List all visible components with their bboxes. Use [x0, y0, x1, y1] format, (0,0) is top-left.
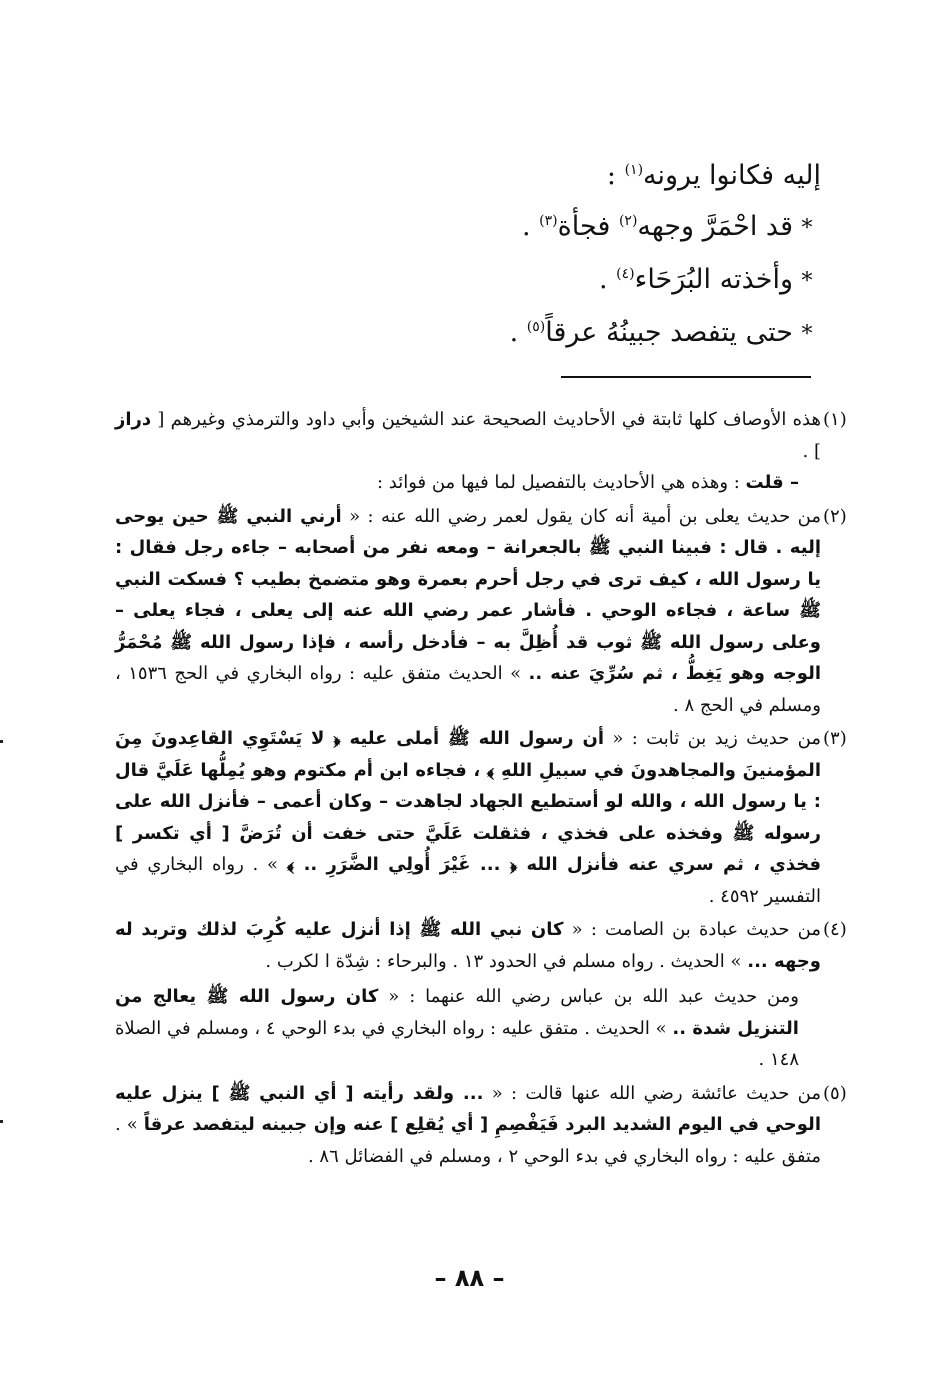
main-bullet-3-tail: .	[509, 317, 527, 348]
footnote-1-end: ] .	[802, 440, 821, 462]
main-bullet-1-tail: .	[522, 211, 540, 242]
footnote-3-number: (٣)	[823, 728, 847, 749]
footnote-ref-1[interactable]: (١)	[624, 162, 644, 178]
footnote-separator	[561, 376, 811, 378]
footnote-5	[115, 1078, 847, 1173]
footnote-ref-5[interactable]: (٥)	[526, 319, 546, 335]
footnote-3	[115, 723, 847, 912]
footnote-4-second-hadith	[115, 981, 821, 1076]
footnote-3-hadith: أن رسول الله ﷺ أملى عليه ﴿ لا يَسْتَوِي القاعِدونَ مِنَ المؤمنينَ والمجاهدونَ في سبيلِ اللهِ ﴾ ، فجاءه ابن أم مكتوم وهو يُمِلُّها عَلَيَّ قال : يا رسول الله ، والله لو أستطيع الجهاد لجاهدت – وكان أعمى – فأنزل الله على رسوله ﷺ وفخذه على فخذي ، فثقلت عَلَيَّ حتى خفت أن تُرَضَّ [ أي تكسر ] فخذي ، ثم سري عنه فأنزل الله ﴿ ... غَيْرَ أُولِي الضَّرَرِ .. ﴾	[115, 728, 822, 875]
main-bullet-1	[301, 201, 821, 254]
footnote-1-bold: دراز	[115, 409, 152, 430]
main-bullet-3-text: حتى يتفصد جبينُهُ عرقاً	[545, 317, 793, 348]
footnote-4-second-hadith-text: كان رسول الله ﷺ يعالج من التنزيل شدة ..	[115, 986, 799, 1039]
main-bullet-3	[301, 307, 821, 360]
footnote-1-note-text: : وهذه هي الأحاديث بالتفصيل لما فيها من فوائد :	[376, 472, 746, 493]
footnote-5-number: (٥)	[823, 1082, 847, 1104]
footnote-4-source: » الحديث . رواه مسلم في الحدود ١٣ . والبرحاء : شِدّة ا لكرب .	[265, 950, 748, 972]
footnote-3-intro: من حديث زيد بن ثابت : «	[604, 728, 821, 749]
footnote-5-source: » . متفق عليه : رواه البخاري في بدء الوحي ٢ ، ومسلم في الفضائل ٨٦ .	[115, 1114, 821, 1167]
main-bullet-2-tail: .	[598, 264, 617, 295]
bullet-star-icon: *	[801, 216, 813, 241]
main-bullet-1-text: قد احْمَرَّ وجهه	[637, 211, 793, 242]
footnote-5-intro: من حديث عائشة رضي الله عنها قالت : «	[483, 1082, 821, 1104]
page-number: – ٨٨ –	[434, 1264, 505, 1292]
footnote-1-note	[115, 467, 821, 499]
main-line-intro-tail: :	[606, 160, 625, 191]
footnote-2-source: » الحديث متفق عليه : رواه البخاري في الحج ١٥٣٦ ، ومسلم في الحج ٨ .	[115, 663, 821, 716]
scan-edge-mark	[0, 740, 3, 743]
main-bullet-1-text-2: فجأة	[557, 211, 619, 242]
footnote-2-number: (٢)	[823, 505, 847, 527]
footnote-ref-3[interactable]: (٣)	[539, 213, 558, 229]
footnote-2	[115, 501, 847, 722]
bullet-star-icon: *	[801, 322, 813, 347]
main-line-intro-text: إليه فكانوا يرونه	[643, 160, 821, 191]
footnote-4-second-source: » الحديث . متفق عليه : رواه البخاري في بدء الوحي ٤ ، ومسلم في الصلاة ١٤٨ .	[115, 1017, 799, 1070]
footnote-4	[115, 914, 847, 1076]
footnotes	[115, 404, 847, 1174]
footnote-1-number: (١)	[823, 409, 847, 430]
footnote-1-text: هذه الأوصاف كلها ثابتة في الأحاديث الصحيحة عند الشيخين وأبي داود والترمذي وغيرهم [	[151, 409, 821, 430]
footnote-ref-2[interactable]: (٢)	[618, 213, 638, 229]
main-bullet-2	[301, 254, 821, 307]
footnote-4-intro: من حديث عبادة بن الصامت : «	[563, 919, 821, 940]
footnote-4-hadith: كان نبي الله ﷺ إذا أنزل عليه كُرِبَ لذلك وتربد له وجهه ...	[115, 919, 821, 972]
bullet-star-icon: *	[801, 269, 813, 294]
main-text	[301, 150, 821, 360]
footnote-3-source: » . رواه البخاري في التفسير ٤٥٩٢ .	[115, 854, 821, 907]
scan-edge-mark	[0, 1120, 3, 1123]
footnote-2-intro: من حديث يعلى بن أمية أنه كان يقول لعمر رضي الله عنه : «	[341, 505, 821, 527]
footnote-2-hadith: أرني النبي ﷺ حين يوحى إليه . قال : فبينا النبي ﷺ بالجعرانة – ومعه نفر من أصحابه – جاءه رجل فقال : يا رسول الله ، كيف ترى في رجل أحرم بعمرة وهو متضمخ بطيب ؟ فسكت النبي ﷺ ساعة ، فجاءه الوحي . فأشار عمر رضي الله عنه إلى يعلى ، فجاء يعلى – وعلى رسول الله ﷺ ثوب قد أُظِلَّ به – فأدخل رأسه ، فإذا رسول الله ﷺ مُحْمَرُّ الوجه وهو يَغِطُّ ، ثم سُرِّيَ عنه ..	[115, 505, 821, 684]
footnote-ref-4[interactable]: (٤)	[616, 266, 635, 282]
footnote-1-note-label: – قلت	[745, 472, 799, 493]
main-line-intro	[301, 150, 821, 201]
footnote-5-hadith: ... ولقد رأيته [ أي النبي ﷺ ] ينزل عليه الوحي في اليوم الشديد البرد فَيَفْصِمِ [ أي يُقلِع ] عنه وإن جبينه ليتفصد عرقاً	[115, 1082, 821, 1135]
main-bullet-2-text: وأخذته البُرَحَاء	[634, 264, 793, 295]
footnote-4-number: (٤)	[823, 919, 847, 940]
footnote-1	[115, 404, 847, 499]
footnote-4-second-intro: ومن حديث عبد الله بن عباس رضي الله عنهما : «	[378, 986, 800, 1007]
